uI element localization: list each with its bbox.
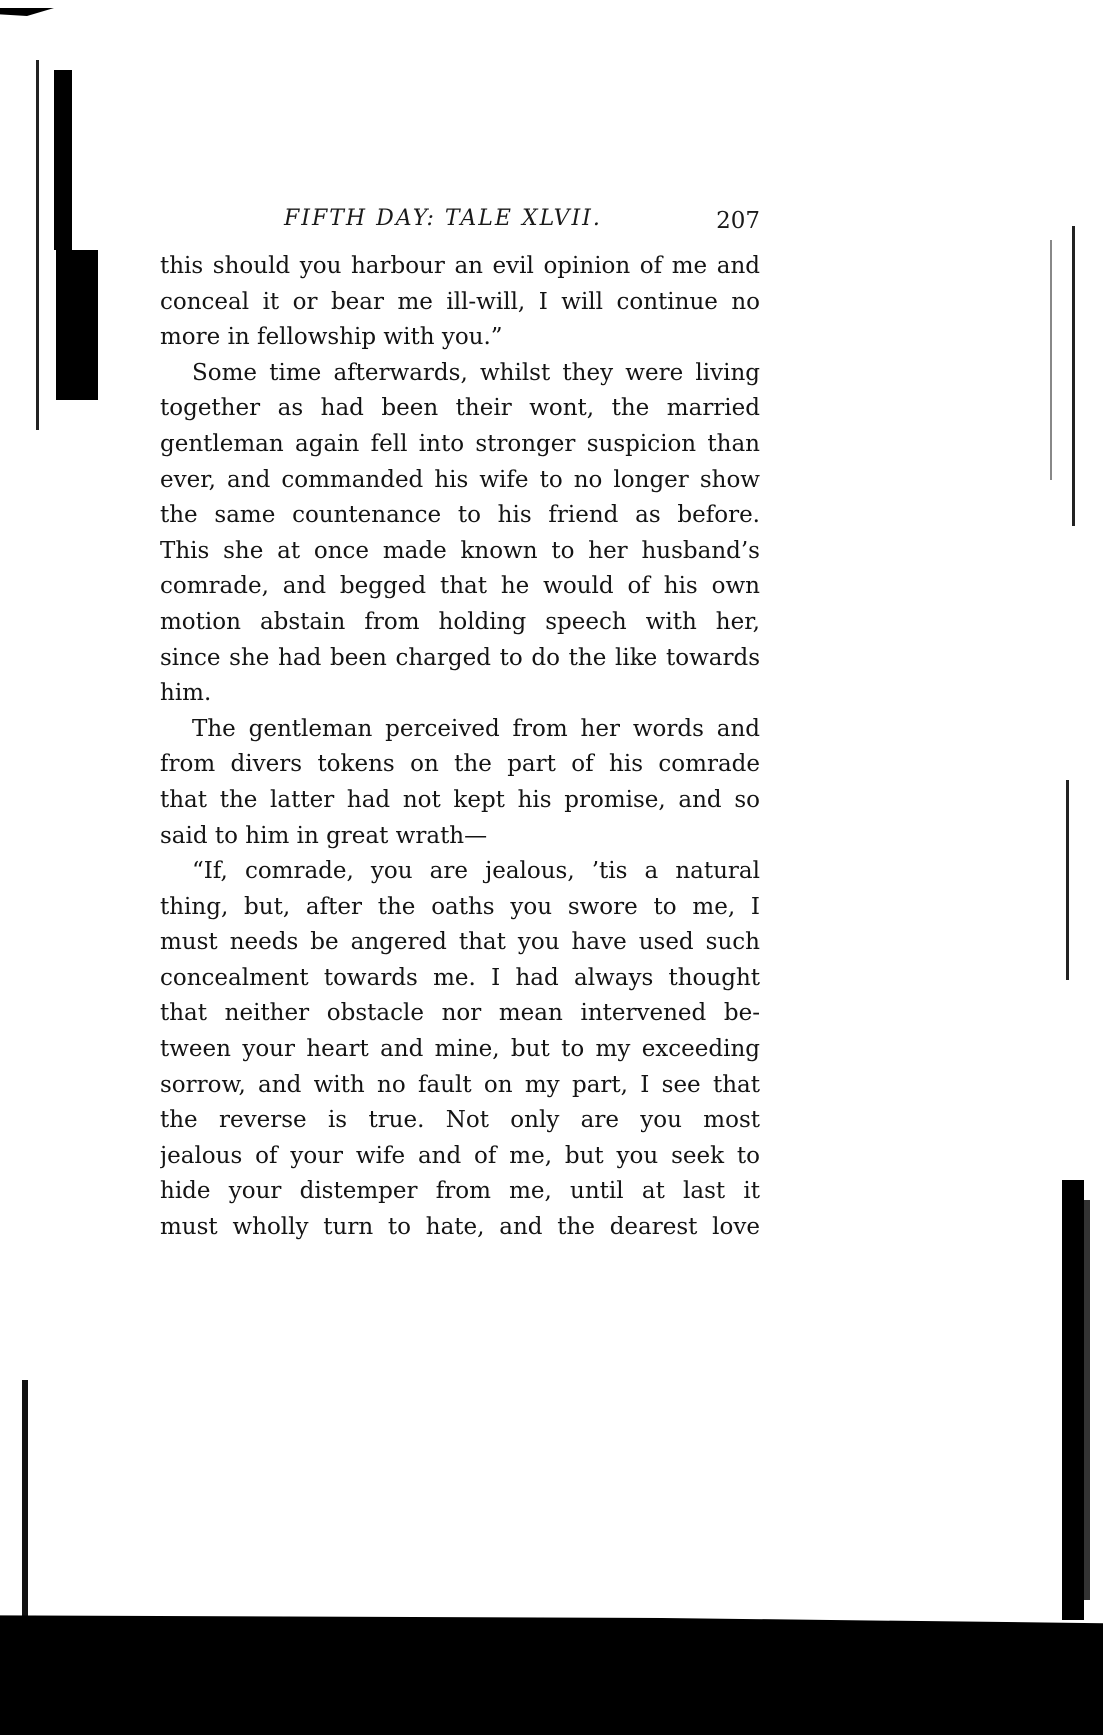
text-line: him.	[160, 680, 212, 707]
scan-artifact-top-left	[0, 8, 54, 16]
running-title: FIFTH DAY: TALE XLVII.	[284, 206, 602, 231]
text-line: that the latter had not kept his promise, and so	[160, 786, 760, 813]
scan-artifact-right-shadow-edge	[1084, 1200, 1090, 1600]
text-line: together as had been their wont, the married	[160, 395, 760, 422]
running-head	[160, 206, 760, 240]
scan-artifact-left-shadow-lower	[56, 250, 98, 400]
text-line: conceal it or bear me ill-will, I will continue no	[160, 288, 760, 315]
text-line: the same countenance to his friend as before.	[160, 502, 760, 529]
scan-artifact-left-edge	[36, 60, 39, 430]
scan-artifact-right-edge-middle	[1066, 780, 1069, 980]
text-line: since she had been charged to do the like towards	[160, 644, 760, 671]
text-line: must wholly turn to hate, and the dearest love	[160, 1214, 760, 1241]
text-line: Some time afterwards, whilst they were living	[192, 359, 760, 386]
text-line: tween your heart and mine, but to my exceeding	[160, 1036, 760, 1063]
text-line: more in fellowship with you.”	[160, 324, 503, 351]
page-number: 207	[716, 208, 760, 234]
text-line: this should you harbour an evil opinion of me and	[160, 253, 760, 279]
scan-artifact-right-shadow	[1062, 1180, 1084, 1620]
text-line: hide your distemper from me, until at last it	[160, 1178, 760, 1205]
text-line: the reverse is true. Not only are you most	[160, 1107, 760, 1134]
text-line: said to him in great wrath—	[160, 822, 488, 849]
scan-artifact-bottom-shadow	[0, 1605, 1103, 1735]
scan-artifact-left-shadow	[54, 70, 72, 250]
text-line: thing, but, after the oaths you swore to me, I	[160, 893, 760, 920]
body-text	[160, 249, 760, 1246]
text-line: must needs be angered that you have used such	[160, 929, 760, 956]
text-line: gentleman again fell into stronger suspicion than	[160, 430, 760, 457]
text-line: motion abstain from holding speech with her,	[160, 608, 760, 635]
text-line: ever, and commanded his wife to no longer show	[160, 466, 760, 493]
text-line: This she at once made known to her husband’s	[160, 537, 760, 564]
text-line: jealous of your wife and of me, but you seek to	[160, 1142, 760, 1169]
text-line: that neither obstacle nor mean intervened be-	[160, 1000, 760, 1027]
scan-artifact-right-edge-top	[1072, 226, 1075, 526]
scan-artifact-right-faint	[1050, 240, 1052, 480]
text-line: The gentleman perceived from her words and	[192, 715, 760, 742]
text-line: sorrow, and with no fault on my part, I see that	[160, 1071, 760, 1098]
text-line: concealment towards me. I had always thought	[160, 964, 760, 991]
text-line: comrade, and begged that he would of his own	[160, 573, 760, 600]
text-line: “If, comrade, you are jealous, ’tis a natural	[192, 858, 760, 885]
text-line: from divers tokens on the part of his comrade	[160, 751, 760, 778]
